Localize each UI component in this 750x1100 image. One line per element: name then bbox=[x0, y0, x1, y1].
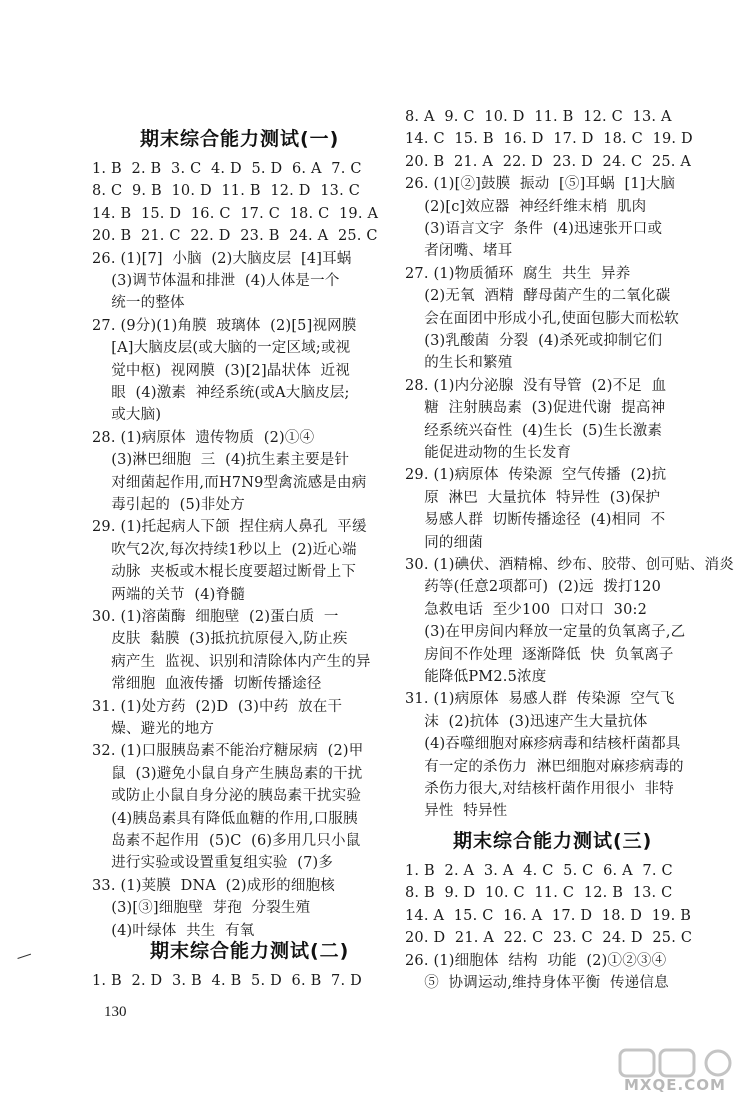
answer-line: 鼠 (3)避免小鼠自身产生胰岛素的干扰 bbox=[92, 765, 363, 782]
answer-line: 的生长和繁殖 bbox=[405, 355, 513, 372]
answer-line: (3)调节体温和排泄 (4)人体是一个 bbox=[92, 273, 340, 289]
answer-line: 1. B 2. B 3. C 4. D 5. D 6. A 7. C bbox=[92, 161, 362, 177]
answer-line: ⑤ 协调运动,维持身体平衡 传递信息 bbox=[405, 975, 669, 991]
answer-line: 14. B 15. D 16. C 17. C 18. C 19. A bbox=[92, 205, 379, 222]
answer-line: 14. A 15. C 16. A 17. D 18. D 19. B bbox=[405, 907, 692, 924]
answer-line: 药等(任意2项都可) (2)远 拨打120 bbox=[405, 579, 662, 596]
answer-line: 两端的关节 (4)脊髓 bbox=[92, 586, 245, 603]
answer-line: 1. B 2. D 3. B 4. B 5. D 6. B 7. D bbox=[92, 973, 362, 989]
watermark-logo-icon bbox=[618, 1048, 746, 1078]
page-number: 130 bbox=[104, 1004, 127, 1020]
answer-line: (3)在甲房间内释放一定量的负氧离子,乙 bbox=[405, 624, 686, 641]
answer-line: 31. (1)处方药 (2)D (3)中药 放在干 bbox=[92, 698, 343, 715]
answer-line: 常细胞 血液传播 切断传播途径 bbox=[92, 676, 322, 693]
answer-line: (3)乳酸菌 分裂 (4)杀死或抑制它们 bbox=[405, 333, 663, 349]
answer-line: 27. (1)物质循环 腐生 共生 异养 bbox=[405, 265, 631, 282]
answer-line: 20. D 21. A 22. C 23. C 24. D 25. C bbox=[405, 930, 693, 947]
answer-line: 异性 特异性 bbox=[405, 803, 508, 820]
watermark-logo bbox=[618, 1048, 746, 1098]
answer-line: 会在面团中形成小孔,使面包膨大而松软 bbox=[405, 310, 679, 327]
answer-line: (4)胰岛素具有降低血糖的作用,口服胰 bbox=[92, 810, 358, 827]
answer-line: 26. (1)[②]鼓膜 振动 [⑤]耳蜗 [1]大脑 bbox=[405, 176, 676, 193]
answer-line: 同的细菌 bbox=[405, 534, 484, 551]
answer-line: (2)无氧 酒精 酵母菌产生的二氧化碳 bbox=[405, 288, 671, 305]
answer-line: 20. B 21. A 22. D 23. D 24. C 25. A bbox=[405, 153, 692, 170]
answer-line: 1. B 2. A 3. A 4. C 5. C 6. A 7. C bbox=[405, 863, 673, 879]
answer-line: 杀伤力很大,对结核杆菌作用很小 非特 bbox=[405, 781, 674, 797]
stray-pen-mark bbox=[15, 946, 31, 959]
answer-line: 8. B 9. D 10. C 11. C 12. B 13. C bbox=[405, 885, 673, 902]
answer-line: 29. (1)托起病人下颌 捏住病人鼻孔 平缓 bbox=[92, 519, 367, 536]
answer-line: 8. A 9. C 10. D 11. B 12. C 13. A bbox=[405, 109, 672, 125]
answer-line: 27. (9分)(1)角膜 玻璃体 (2)[5]视网膜 bbox=[92, 317, 357, 334]
answer-line: 眼 (4)激素 神经系统(或A大脑皮层; bbox=[92, 385, 350, 401]
answer-line: 或防止小鼠自身分泌的胰岛素干扰实验 bbox=[92, 788, 362, 805]
answer-line: 33. (1)荚膜 DNA (2)成形的细胞核 bbox=[92, 877, 335, 894]
answer-line: 28. (1)内分泌腺 没有导管 (2)不足 血 bbox=[405, 377, 667, 394]
answer-line: 8. C 9. B 10. D 11. B 12. D 13. C bbox=[92, 183, 361, 200]
answer-line: (3)语言文字 条件 (4)迅速张开口或 bbox=[405, 221, 663, 237]
answer-line: 20. B 21. C 22. D 23. B 24. A 25. C bbox=[92, 228, 378, 245]
answer-line: 30. (1)溶菌酶 细胞壁 (2)蛋白质 一 bbox=[92, 609, 339, 625]
answer-line: 易感人群 切断传播途径 (4)相同 不 bbox=[405, 512, 666, 529]
answer-line: (2)[c]效应器 神经纤维末梢 肌肉 bbox=[405, 198, 647, 215]
answer-line: 皮肤 黏膜 (3)抵抗抗原侵入,防止疾 bbox=[92, 631, 348, 648]
section-heading-test-2: 期末综合能力测试(二) bbox=[150, 940, 350, 962]
answer-line: 29. (1)病原体 传染源 空气传播 (2)抗 bbox=[405, 467, 667, 484]
section-heading-test-1: 期末综合能力测试(一) bbox=[140, 128, 340, 150]
answer-line: 统一的整体 bbox=[92, 295, 185, 312]
answer-line: 毒引起的 (5)非处方 bbox=[92, 497, 245, 513]
answer-line: 31. (1)病原体 易感人群 传染源 空气飞 bbox=[405, 691, 675, 708]
answer-line: 原 淋巴 大量抗体 特异性 (3)保护 bbox=[405, 489, 661, 506]
answer-line: 病产生 监视、识别和清除体内产生的异 bbox=[92, 653, 371, 670]
answer-line: 对细菌起作用,而H7N9型禽流感是由病 bbox=[92, 474, 367, 491]
answer-line: 沫 (2)抗体 (3)迅速产生大量抗体 bbox=[405, 713, 648, 730]
answer-line: 糖 注射胰岛素 (3)促进代谢 提高神 bbox=[405, 400, 666, 417]
answer-line: [A]大脑皮层(或大脑的一定区域;或视 bbox=[92, 340, 351, 357]
section-heading-test-3: 期末综合能力测试(三) bbox=[453, 830, 653, 852]
answer-line: 能促进动物的生长发育 bbox=[405, 445, 572, 461]
answer-line: 26. (1)[7] 小脑 (2)大脑皮层 [4]耳蜗 bbox=[92, 250, 352, 267]
answer-line: 吹气2次,每次持续1秒以上 (2)近心端 bbox=[92, 541, 357, 558]
answer-line: 岛素不起作用 (5)C (6)多用几只小鼠 bbox=[92, 833, 361, 849]
answer-line: (4)吞噬细胞对麻疹病毒和结核杆菌都具 bbox=[405, 736, 681, 753]
answer-line: (4)叶绿体 共生 有氧 bbox=[92, 922, 255, 939]
answer-line: (3)[③]细胞壁 芽孢 分裂生殖 bbox=[92, 900, 311, 917]
answer-line: 或大脑) bbox=[92, 407, 162, 424]
answer-line: 急救电话 至少100 口对口 30:2 bbox=[405, 601, 648, 618]
answer-line: 动脉 夹板或木棍长度要超过断骨上下 bbox=[92, 564, 357, 581]
answer-line: 32. (1)口服胰岛素不能治疗糖尿病 (2)甲 bbox=[92, 743, 364, 760]
answer-line: 房间不作处理 逐渐降低 快 负氧离子 bbox=[405, 646, 674, 663]
watermark-text: MXQE.COM bbox=[624, 1076, 726, 1094]
answer-line: 28. (1)病原体 遗传物质 (2)①④ bbox=[92, 429, 315, 446]
answer-line: 经系统兴奋性 (4)生长 (5)生长激素 bbox=[405, 422, 663, 439]
answer-line: 进行实验或设置重复组实验 (7)多 bbox=[92, 855, 334, 872]
answer-line: 觉中枢) 视网膜 (3)[2]晶状体 近视 bbox=[92, 362, 350, 379]
answer-line: 30. (1)碘伏、酒精棉、纱布、胶带、创可贴、消炎 bbox=[405, 557, 734, 573]
answer-line: 有一定的杀伤力 淋巴细胞对麻疹病毒的 bbox=[405, 758, 684, 775]
answer-line: (3)淋巴细胞 三 (4)抗生素主要是针 bbox=[92, 452, 350, 469]
answer-line: 者闭嘴、堵耳 bbox=[405, 243, 513, 260]
answer-line: 能降低PM2.5浓度 bbox=[405, 669, 547, 685]
answer-line: 26. (1)细胞体 结构 功能 (2)①②③④ bbox=[405, 952, 667, 969]
answer-line: 燥、避光的地方 bbox=[92, 721, 215, 737]
answer-line: 14. C 15. B 16. D 17. D 18. C 19. D bbox=[405, 131, 693, 148]
